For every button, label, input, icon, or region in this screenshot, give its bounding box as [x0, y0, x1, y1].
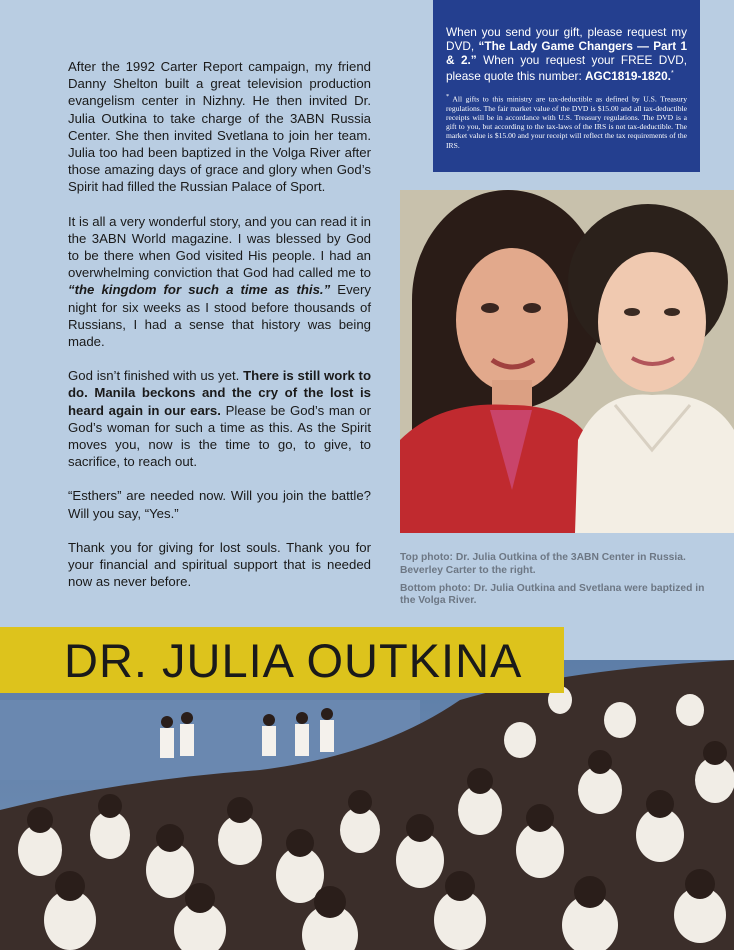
tax-fine-print [446, 92, 687, 150]
dvd-title: “The Lady Game Changers — Part 1 & 2.” [446, 38, 688, 67]
article-paragraph-5: Thank you for giving for lost souls. Thank you for your financial and spiritual support that is needed now as never before. [68, 539, 371, 590]
fine-print-mark: * [446, 93, 450, 101]
bottom-photo [0, 660, 734, 950]
title-banner [0, 627, 564, 693]
portrait-photo-illustration [400, 190, 734, 533]
article-paragraph-2 [68, 213, 371, 351]
offer-quote-instruction: When you request your FREE DVD, please quote this number: [446, 52, 687, 84]
offer-code: AGC1819-1820. [585, 69, 671, 84]
paragraph-2-end: Every night for six weeks as I stood before thousands of Russians, I had a sense that history was being made. [68, 282, 371, 350]
work-to-do-emphasis: There is still work to do. Manila beckons and the cry of the lost is heard again in our ears. [68, 368, 371, 418]
offer-intro: When you send your gift, please request my DVD, [446, 25, 687, 53]
photo-captions [400, 552, 705, 613]
article-paragraph-4: “Esthers” are needed now. Will you join the battle? Will you say, “Yes.” [68, 488, 371, 521]
fine-print-text: All gifts to this ministry are tax-deductible as defined by U.S. Treasury regulations. The fair market value of the DVD is $15.00 and all tax-deductible receipts will be in accordance with U.S. Treasury regulations. The DVD is a gift to you, but according to the tax-laws of the IRS is not tax-deductible. The market value is $15.00 and your receipt will reflect the tax requirements of the IRS. [446, 94, 687, 150]
article-paragraph-3 [68, 367, 371, 470]
top-photo [400, 190, 734, 533]
paragraph-3-end: Please be God’s man or God’s woman for such a time as this. As the Spirit moves you, now is the time to go, to give, to sacrifice, to reach out. [68, 402, 371, 470]
dvd-offer-box [433, 0, 700, 172]
paragraph-2-start: It is all a very wonderful story, and you can read it in the 3ABN World magazine. I was blessed by God to be there when God visited His people. I had an overwhelming conviction that God had called me to [68, 213, 371, 281]
bottom-photo-caption: Bottom photo: Dr. Julia Outkina and Svetlana were baptized in the Volga River. [400, 582, 705, 607]
article-paragraph-1: After the 1992 Carter Report campaign, my friend Danny Shelton built a great television production evangelism center in Nizhny. He then invited Dr. Julia Outkina to take charge of the 3ABN Russia Center. She then invited Svetlana to join her team. Julia too had been baptized in the Volga River after those amazing days of grace and glory when God’s Spirit had filled the Russian Palace of Sport. [68, 59, 371, 195]
page-title: DR. JULIA OUTKINA [64, 634, 523, 687]
article-body [68, 58, 371, 607]
river-baptism-illustration [0, 660, 734, 950]
kingdom-quote: “the kingdom for such a time as this.” [68, 282, 331, 298]
dvd-offer-text [446, 26, 687, 84]
top-photo-caption: Top photo: Dr. Julia Outkina of the 3ABN Center in Russia. Beverley Carter to the right. [400, 552, 686, 576]
footnote-mark: * [670, 70, 674, 78]
paragraph-3-start: God isn’t finished with us yet. [68, 368, 244, 384]
